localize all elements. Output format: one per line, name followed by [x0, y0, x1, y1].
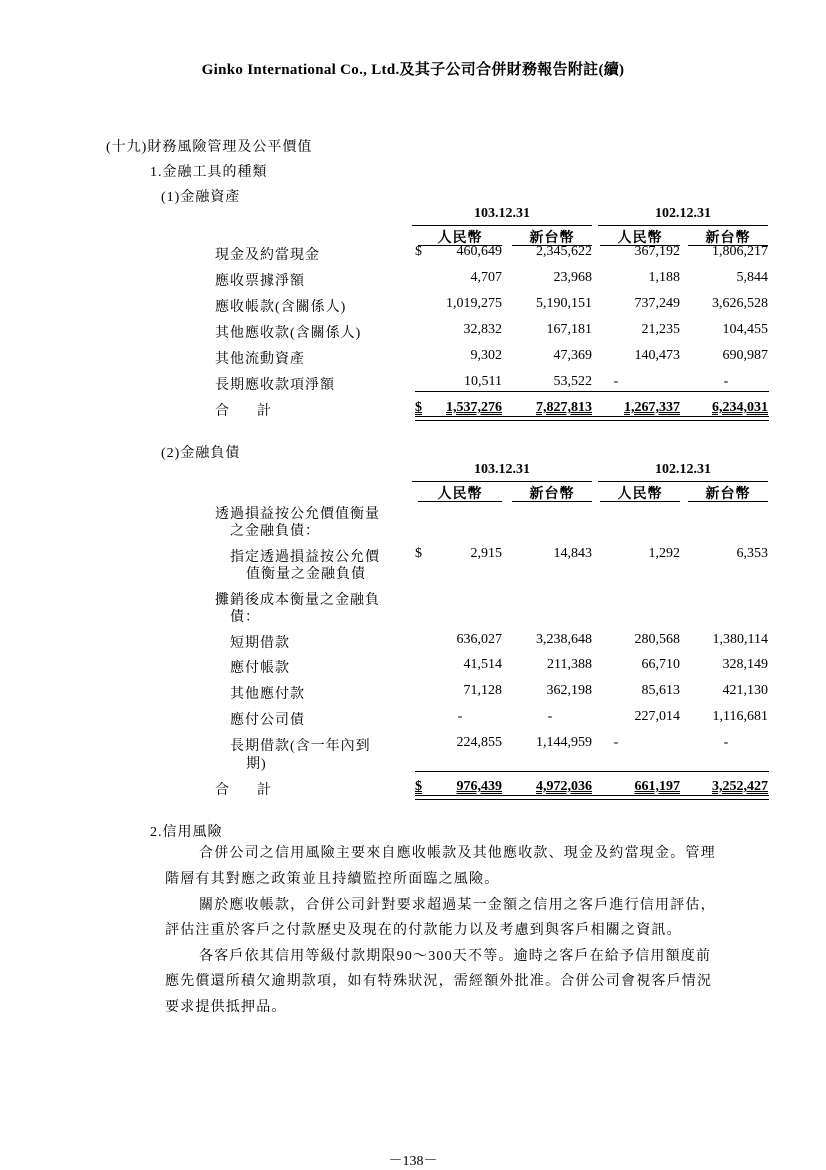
liability-cell: 211,388	[547, 657, 592, 672]
period-header-2014: 103.12.31	[412, 206, 592, 226]
asset-cell: -	[613, 374, 619, 389]
liability-row-label: 值衡量之金融負債	[246, 567, 366, 582]
asset-cell: 104,455	[722, 322, 768, 337]
asset-cell: 140,473	[634, 348, 680, 363]
page-header: Ginko International Co., Ltd.及其子公司合併財務報告附註(續)	[201, 62, 625, 78]
liability-row-label: 應付帳款	[230, 661, 290, 676]
liabilities-total-cell: 3,252,427	[712, 779, 768, 794]
paragraph-line: 關於應收帳款，合併公司針對要求超過某一金額之信用之客戶進行信用評估，	[199, 898, 716, 913]
subtotal-rule	[415, 771, 769, 772]
assets-total-cell: 7,827,813	[536, 400, 592, 415]
currency-header-ntd: 新台幣	[512, 227, 592, 246]
assets-total-label: 合 計	[215, 404, 271, 419]
currency-symbol: $	[415, 779, 422, 794]
liability-cell: 1,380,114	[712, 632, 768, 647]
currency-header-rmb: 人民幣	[600, 483, 680, 502]
financial-assets-title: (1)金融資產	[161, 190, 241, 205]
asset-cell: 1,188	[648, 270, 680, 285]
paragraph-line: 階層有其對應之政策並且持續監控所面臨之風險。	[165, 872, 500, 887]
asset-cell: 3,626,528	[712, 296, 768, 311]
financial-liabilities-title: (2)金融負債	[161, 446, 241, 461]
liability-cell: 66,710	[641, 657, 680, 672]
paragraph-line: 各客戶依其信用等級付款期限90～300天不等。逾時之客戶在給予信用額度前	[199, 949, 712, 964]
asset-cell: 53,522	[553, 374, 592, 389]
liability-cell: 362,198	[546, 683, 592, 698]
asset-cell: 32,832	[463, 322, 502, 337]
period-header-2013: 102.12.31	[598, 206, 768, 226]
asset-row-label: 其他應收款(含關係人)	[215, 326, 362, 341]
page-number: －138－	[388, 1154, 438, 1169]
asset-cell: 2,345,622	[536, 244, 592, 259]
currency-header-ntd: 新台幣	[688, 483, 768, 502]
asset-row-label: 長期應收款項淨額	[215, 378, 335, 393]
liability-cell: 328,149	[722, 657, 768, 672]
paragraph-line: 評估注重於客戶之付款歷史及現在的付款能力以及考慮到與客戶相關之資訊。	[165, 923, 682, 938]
liability-group-label: 債：	[230, 610, 260, 625]
assets-total-cell: 6,234,031	[712, 400, 768, 415]
liability-cell: -	[547, 709, 553, 724]
asset-cell: 690,987	[722, 348, 768, 363]
liability-cell: -	[613, 735, 619, 750]
liability-row-label: 指定透過損益按公允價	[230, 550, 380, 565]
asset-cell: 5,844	[736, 270, 768, 285]
subsection-title-instrument-types: 1.金融工具的種類	[150, 165, 268, 180]
liability-cell: 636,027	[456, 632, 502, 647]
currency-header-ntd: 新台幣	[688, 227, 768, 246]
currency-header-rmb: 人民幣	[600, 227, 680, 246]
asset-cell: 367,192	[634, 244, 680, 259]
liability-cell: 1,144,959	[536, 735, 592, 750]
asset-cell: 9,302	[470, 348, 502, 363]
assets-total-cell: 1,267,337	[624, 400, 680, 415]
liability-group-label: 攤銷後成本衡量之金融負	[215, 593, 380, 608]
currency-symbol: $	[415, 244, 422, 259]
liability-cell: 280,568	[634, 632, 680, 647]
period-header-2013: 102.12.31	[598, 462, 768, 482]
liability-cell: 41,514	[463, 657, 502, 672]
liability-row-label: 應付公司債	[230, 713, 305, 728]
liability-cell: 1,116,681	[712, 709, 768, 724]
liability-row-label: 其他應付款	[230, 687, 305, 702]
currency-header-rmb: 人民幣	[418, 227, 502, 246]
asset-cell: 23,968	[553, 270, 592, 285]
currency-symbol: $	[415, 546, 422, 561]
paragraph-line: 合併公司之信用風險主要來自應收帳款及其他應收款、現金及約當現金。管理	[199, 846, 716, 861]
asset-row-label: 其他流動資產	[215, 352, 305, 367]
asset-row-label: 應收帳款(含關係人)	[215, 300, 347, 315]
asset-cell: -	[723, 374, 729, 389]
liabilities-total-cell: 4,972,036	[536, 779, 592, 794]
liability-cell: 71,128	[463, 683, 502, 698]
liabilities-total-label: 合 計	[215, 783, 271, 798]
liabilities-total-cell: 661,197	[634, 779, 680, 794]
asset-cell: 460,649	[456, 244, 502, 259]
asset-cell: 5,190,151	[536, 296, 592, 311]
liability-cell: 3,238,648	[536, 632, 592, 647]
asset-cell: 737,249	[634, 296, 680, 311]
liability-group-label: 之金融負債：	[230, 524, 320, 539]
currency-header-ntd: 新台幣	[512, 483, 592, 502]
liability-cell: -	[457, 709, 463, 724]
liability-cell: 6,353	[736, 546, 768, 561]
paragraph-line: 要求提供抵押品。	[165, 1000, 287, 1015]
asset-cell: 4,707	[470, 270, 502, 285]
liability-cell: 1,292	[648, 546, 680, 561]
asset-row-label: 現金及約當現金	[215, 248, 320, 263]
asset-cell: 167,181	[546, 322, 592, 337]
liability-cell: 224,855	[456, 735, 502, 750]
liability-cell: 421,130	[722, 683, 768, 698]
liability-cell: -	[723, 735, 729, 750]
asset-cell: 1,806,217	[712, 244, 768, 259]
liability-row-label: 長期借款(含一年內到	[230, 739, 371, 754]
section-title: (十九)財務風險管理及公平價值	[106, 140, 313, 155]
subsection-title-credit-risk: 2.信用風險	[150, 825, 223, 840]
assets-total-cell: 1,537,276	[446, 400, 502, 415]
asset-cell: 1,019,275	[446, 296, 502, 311]
paragraph-line: 應先償還所積欠逾期款項，如有特殊狀況，需經額外批准。合併公司會視客戶情況	[165, 974, 713, 989]
liabilities-total-cell: 976,439	[456, 779, 502, 794]
currency-symbol: $	[415, 400, 422, 415]
asset-cell: 47,369	[553, 348, 592, 363]
currency-header-rmb: 人民幣	[418, 483, 502, 502]
liability-cell: 2,915	[470, 546, 502, 561]
liability-cell: 14,843	[553, 546, 592, 561]
total-double-rule	[415, 795, 769, 800]
liability-cell: 85,613	[641, 683, 680, 698]
liability-row-label: 短期借款	[230, 636, 290, 651]
asset-row-label: 應收票據淨額	[215, 274, 305, 289]
liability-group-label: 透過損益按公允價值衡量	[215, 507, 380, 522]
total-double-rule	[415, 416, 769, 421]
asset-cell: 21,235	[641, 322, 680, 337]
subtotal-rule	[415, 391, 769, 392]
liability-row-label: 期)	[246, 757, 267, 772]
period-header-2014: 103.12.31	[412, 462, 592, 482]
liability-cell: 227,014	[634, 709, 680, 724]
asset-cell: 10,511	[464, 374, 502, 389]
